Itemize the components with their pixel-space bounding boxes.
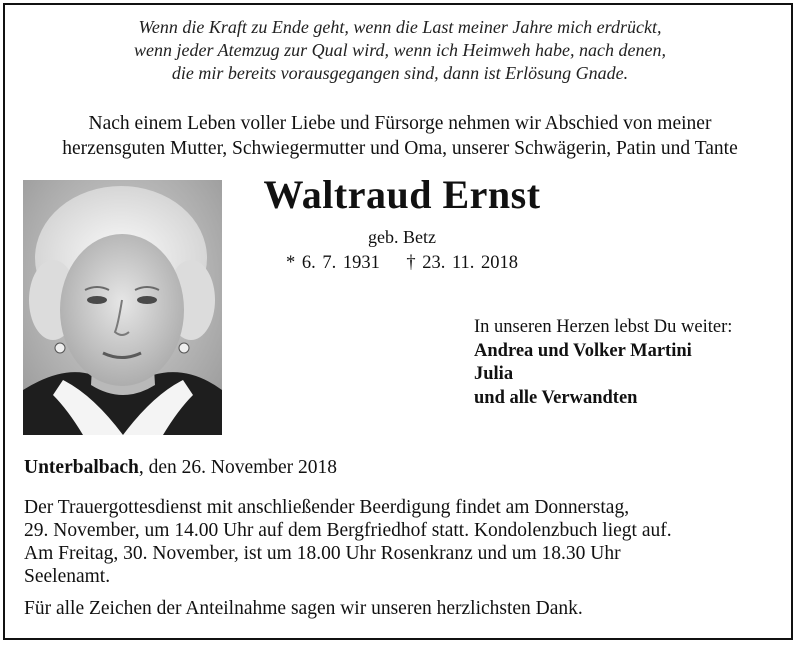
place-date — [24, 456, 337, 480]
mourners-block — [474, 316, 732, 410]
service-line: Der Trauergottesdienst mit anschließender Beerdigung findet am Donnerstag, — [24, 497, 630, 518]
portrait-photo — [23, 180, 222, 435]
poem-line: Wenn die Kraft zu Ende geht, wenn die Last meiner Jahre mich erdrückt, — [138, 17, 662, 37]
deceased-name: Waltraud Ernst — [263, 172, 541, 217]
poem — [0, 16, 800, 85]
intro-text — [0, 111, 800, 161]
service-line: Seelenamt. — [24, 566, 111, 587]
mourner-name: Julia — [474, 364, 514, 384]
place-name: Unterbalbach — [24, 457, 139, 478]
poem-line: die mir bereits vorausgegangen sind, dann ist Erlösung Gnade. — [171, 63, 629, 83]
thanks-text: Für alle Zeichen der Anteilnahme sagen wir unseren herzlichsten Dank. — [24, 598, 583, 619]
service-line: 29. November, um 14.00 Uhr auf dem Bergfriedhof statt. Kondolenzbuch liegt auf. — [24, 520, 672, 541]
notice-date: , den 26. November 2018 — [138, 457, 338, 478]
intro-line: herzensguten Mutter, Schwiegermutter und Oma, unserer Schwägerin, Patin und Tante — [62, 138, 738, 159]
birth-date: * 6. 7. 1931 — [285, 253, 380, 273]
intro-line: Nach einem Leben voller Liebe und Fürsorge nehmen wir Abschied von meiner — [88, 113, 712, 134]
maiden-name: geb. Betz — [368, 227, 436, 247]
mourner-name: und alle Verwandten — [474, 387, 638, 408]
life-dates — [224, 251, 580, 275]
service-info — [24, 496, 784, 588]
poem-line: wenn jeder Atemzug zur Qual wird, wenn ich Heimweh habe, nach denen, — [134, 40, 666, 60]
service-line: Am Freitag, 30. November, ist um 18.00 Uhr Rosenkranz und um 18.30 Uhr — [24, 543, 621, 564]
mourners-heading: In unseren Herzen lebst Du weiter: — [474, 317, 733, 337]
death-date: † 23. 11. 2018 — [406, 253, 519, 273]
mourner-name: Andrea und Volker Martini — [474, 340, 692, 361]
